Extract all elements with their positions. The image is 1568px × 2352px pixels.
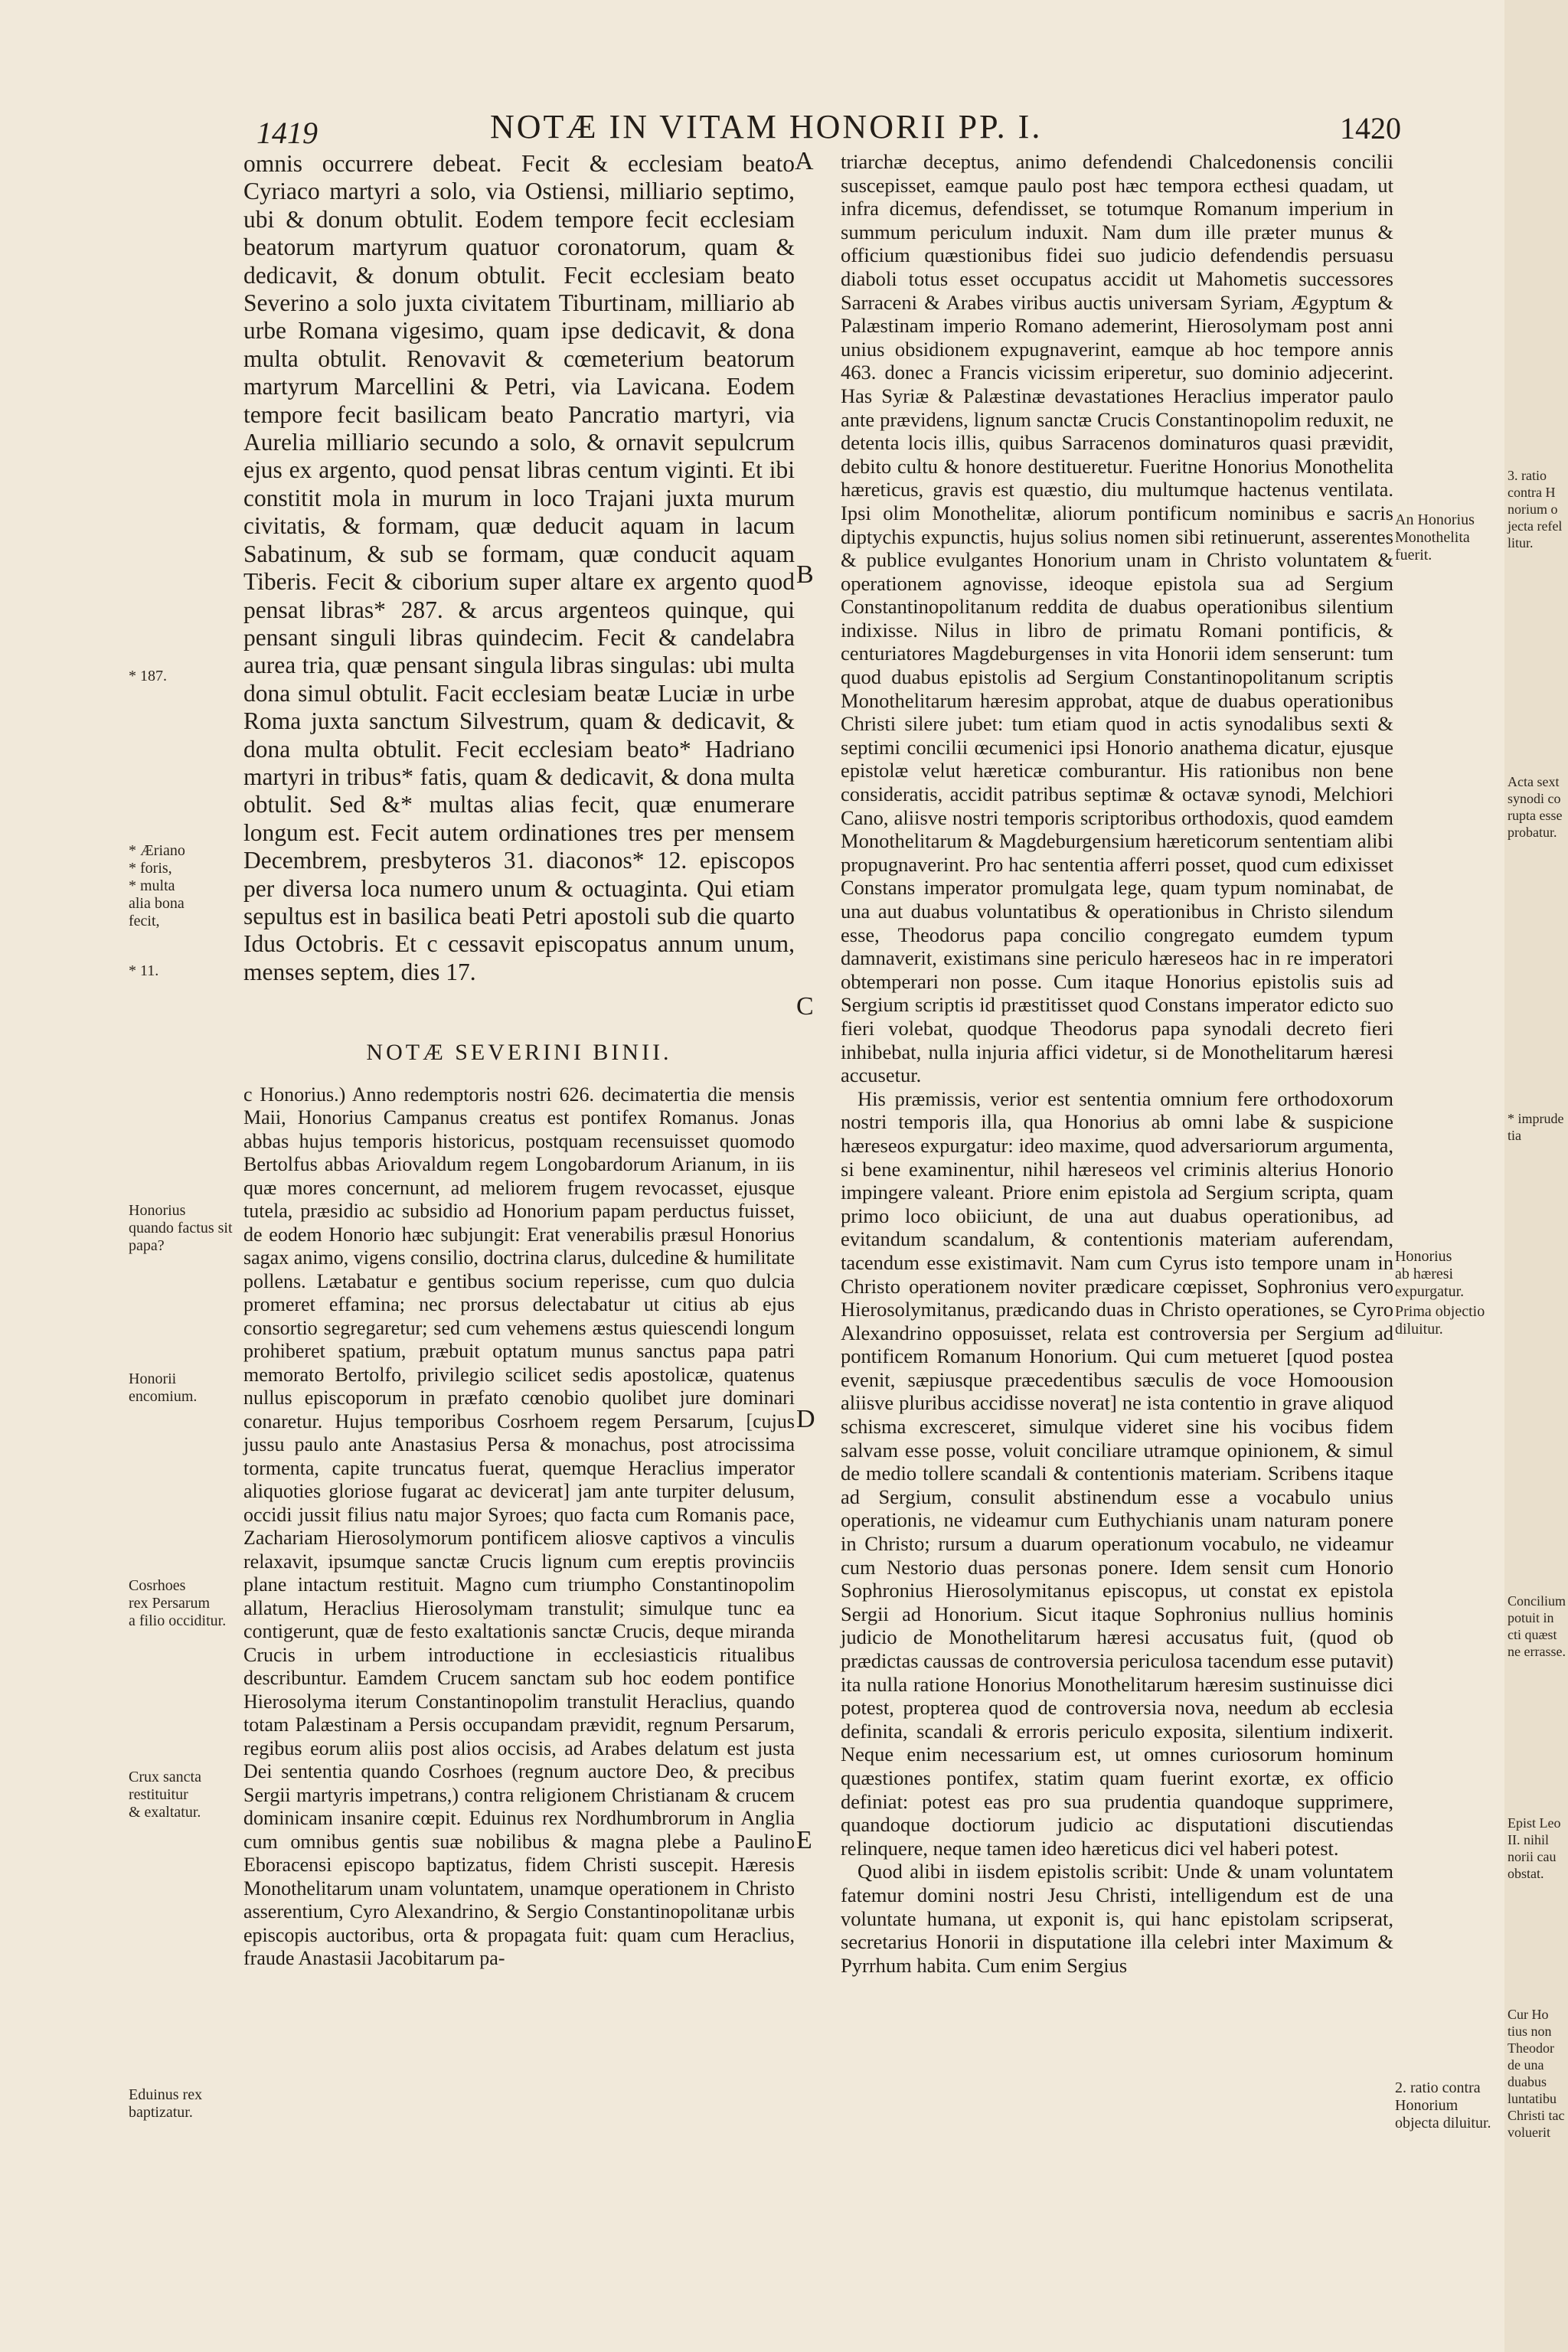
adjacent-note-2: Acta sext synodi co rupta esse probatur.: [1508, 774, 1563, 840]
section-letter-d: D: [796, 1405, 815, 1433]
margin-note-crux: Crux sancta restituitur & exaltatur.: [129, 1769, 201, 1821]
margin-note-secunda-ratio: 2. ratio contra Honorium objecta diluitur.: [1395, 2079, 1491, 2132]
page-number-left: 1419: [256, 116, 318, 150]
right-paragraph-2: His præmissis, verior est sententia omnium fere orthodoxorum nostri temporis illa, qua Honorius ab omni labe & suspicione hæreseos expurgatur: ideo maxime, quod adversariorum argumenta, si bene examinentur, nihil hæreseos vel criminis alterius Honorio impingere valeant. Priore enim epistola ad Sergium scripta, quam primo loco obiiciunt, de una aut duabus operationibus, ad evitandum scandalum, & contentionis materiam auferendam, tacendum esse existimavit. Nam cum Cyrus isto tempore unam in Christo operationem noviter prædicare cœpisset, Sophronius vero Hierosolymitanus, prædicando duas in Christo operationes, se Cyro Alexandrino opposuisset, relata est controversia per Sergium ad pontificem Romanum Honorium. Qui cum metueret [quod postea evenit, sæpiusque præcedentibus sæculis de voce Homoousion aliisve pluribus accidisse noverat] ne ista contentio in grave aliquod schisma excresceret, simulque videret sine his vocibus fidem salvam esse posse, voluit conciliare utramque opinionem, & simul de medio tollere scandali & contentionis materiam. Scribens itaque ad Sergium, consulit abstinendum esse a vocabulo unius operationis, ne videamur cum Euthychianis unam naturam ponere in Christo; rursum a duarum operationum vocabulo, ne videamur cum Nestorio duas personas ponere. Idem sensit cum Honorio Sophronius Hierosolymitanus episcopus, ut constat ex epistola Sergii ad Honorium. Sicut itaque Sophronius nullius hominis judicio de Monothelitarum hæresi accusatus fuit, (quod ob prædictas caussas de controversia periculosa tacendum esse putavit) ita nulla ratione Honorius Monothelitarum hæresim sustinuisse dici potest, propterea quod de controversia nova, needum ab ecclesia definita, scandali & erroris periculo exposita, silentium indixerit. Neque enim necessarium est, ut omnes curiosorum hominum quæstiones pontifex, statim quam fuerint exortæ, ex officio definiat: potest eas pro sua prudentia quandoque supprimere, quandoque doctiorum judicio ac disputationi discutiendas relinquere, neque tamen ideo hæreticus dici vel haberi potest.: [841, 1086, 1393, 1860]
page-number-right: 1420: [1340, 111, 1401, 145]
notes-text: c Honorius.) Anno redemptoris nostri 626. decimatertia die mensis Maii, Honorius Campanus creatus est pontifex Romanus. Jonas abbas hujus temporis historicus, postquam recensuisset quomodo Bertolfus abbas Ariovaldum regem Longobardorum Arianum, in iis quæ mores concernunt, ad meliorem frugem revocasset, ejusque tutela, præsidio ac subsidio ad Honorium papam perductus fuisset, de eodem Honorio hæc subjungit: Erat venerabilis præsul Honorius sagax animo, vigens consilio, doctrina clarus, dulcedine & humilitate pollens. Lætabatur e gentibus socium reperisse, cum quo dulcia promeret effamina; nec prorsus delectabatur ut citius ab ejus consortio segregaretur; sed cum vehemens æstus quiescendi longum prohiberet spatium, præbuit optatum munus sanctus papa patri memorato Bertolfo, privilegio scilicet sedis apostolicæ, quatenus nullus episcoporum in præfato cœnobio quolibet jure dominari conaretur. Hujus temporibus Cosrhoem regem Persarum, [cujus jussu paulo ante Anastasius Persa & monachus, post atrocissima tormenta, capite truncatus fuerat, quemque Heraclius imperator aliquoties gloriose fugarat ac devicerat] jam ante turpiter delusum, occidi jussit filius natu major Syroes; quo facta cum Romanis pace, Zachariam Hierosolymorum pontificem aliosve captivos a vinculis relaxavit, ipsumque sanctæ Crucis lignum cum ereptis provinciis plane intactum restituit. Magno cum triumpho Constantinopolim allatum, Heraclius Hierosolymam transtulit; simulque tunc ea contigerunt, quæ de festo exaltationis sanctæ Crucis, deque miranda Crucis in urbem introductione in ecclesiasticis ritualibus describuntur. Eamdem Crucem sanctam sub hoc eodem pontifice Hierosolyma iterum Constantinopolim transtulit Heraclius, quando totam Palæstinam a Persis occupandam prævidit, regnum Persarum, regibus eorum aliis post alios occisis, ad Arabes delatum est justa Dei sententia quando Cosrhoes (regnum auctore Deo, & precibus Sergii martyris impetrans,) contra religionem Christianam & crucem dominicam insanire cœpit. Eduinus rex Nordhumbrorum in Anglia cum omnibus gentis suæ nobilibus & magna plebe a Paulino Eboracensi episcopo baptizatus, fidem Christi suscepit. Hæresis Monothelitarum unam voluntatem, unamque operationem in Christo asserentium, Cyro Alexandrino, & Sergio Constantinopolitanæ urbis episcopis auctoribus, orta & propagata fuit: quam cum Heraclius, fraude Anastasii Jacobitarum pa-: [243, 1083, 795, 1970]
margin-note-expurgatur: Honorius ab hæresi expurgatur.: [1395, 1248, 1465, 1300]
margin-note-variant-11: * 11.: [129, 962, 159, 979]
running-title: NOTÆ IN VITAM HONORII PP. I.: [490, 108, 1043, 145]
margin-note-encomium: Honorii encomium.: [129, 1370, 198, 1405]
adjacent-note-6: Cur Ho tius non Theodor de una duabus luntatibu Christi tac voluerit: [1508, 2007, 1565, 2140]
section-letter-b: B: [796, 560, 814, 589]
right-column: [841, 150, 1393, 1977]
adjacent-note-3: * imprude tia: [1508, 1111, 1564, 1143]
margin-note-honorius-papa: Honorius quando factus sit papa?: [129, 1202, 233, 1254]
section-letter-c: C: [796, 992, 814, 1021]
margin-note-variants: * Æriano * foris, * multa alia bona fecit,: [129, 842, 185, 929]
margin-note-variant-187: * 187.: [129, 668, 167, 684]
notes-section: [243, 1041, 795, 1971]
margin-note-prima-objectio: Prima objectio diluitur.: [1395, 1303, 1485, 1338]
margin-note-eduinus: Eduinus rex baptizatur.: [129, 2086, 203, 2121]
notes-title: NOTÆ SEVERINI BINII.: [366, 1040, 672, 1066]
vita-text: omnis occurrere debeat. Fecit & ecclesiam beato Cyriaco martyri a solo, via Ostiensi, milliario septimo, ubi & donum obtulit. Eodem tempore fecit ecclesiam beatorum martyrum quatuor coronatorum, quam & dedicavit, & donum obtulit. Fecit ecclesiam beato Severino a solo juxta civitatem Tiburtinam, milliario ab urbe Romana vigesimo, quam ipse dedicavit, & dona multa obtulit. Renovavit & cœmeterium beatorum martyrum Marcellini & Petri, via Lavicana. Eodem tempore fecit basilicam beato Pancratio martyri, via Aurelia milliario secundo a solo, & ornavit sepulcrum ejus ex argento, quod pensat libras centum viginti. Et ibi constitit mola in murum in loco Trajani juxta murum civitatis, & formam, quæ deducit aquam in lacum Sabatinum, & sub se formam, quæ conducit aquam Tiberis. Fecit & ciborium super altare ex argento quod pensat libras* 287. & arcus argenteos quinque, qui pensant singuli libras quindecim. Fecit & candelabra aurea tria, quæ pensant singula libras singulas: ubi multa dona simul obtulit. Facit ecclesiam beatæ Luciæ in urbe Roma juxta sanctum Silvestrum, quam & dedicavit, & dona multa obtulit. Fecit ecclesiam beato* Hadriano martyri in tribus* fatis, quam & dedicavit, & dona multa obtulit. Sed &* multas alias fecit, quæ enumerare longum est. Fecit autem ordinationes tres per mensem Decembrem, presbyteros 31. diaconos* 12. episcopos per diversa loca numero unum & octuaginta. Qui etiam sepultus est in basilica beati Petri apostoli sub die quarto Idus Octobris. Et c cessavit episcopatus annum unum, menses septem, dies 17.: [243, 150, 795, 985]
right-paragraph-1: triarchæ deceptus, animo defendendi Chalcedonensis concilii suscepisset, eamque paulo post hæc tempora ecthesi quadam, ut infra dicemus, defendisset, se totumque Romanum imperium in summum periculum induxit. Nam dum ille præter munus & officium quæstionibus fidei suo judicio defendendis persuasu diaboli totus esset occupatus accidit ut Mahometis successores Sarraceni & Arabes viribus auctis universam Syriam, Ægyptum & Palæstinam imperio Romano ademerint, Hierosolymam post anni unius obsidionem expugnaverint, eamque ab hoc tempore annis 463. donec a Francis vicissim eriperetur, suo dominio adjecerint. Has Syriæ & Palæstinæ devastationes Heraclius imperator paulo ante prævidens, lignum sanctæ Crucis Constantinopolim reduxit, ne detenta locis illis, quibus Sarracenos dominaturos quasi prævidit, debito cultu & honore destitueretur. Fueritne Honorius Monothelita hæreticus, gravis est quæstio, diu multumque hactenus ventilata. Ipsi olim Monothelitæ, aliorum pontificum nominibus e sacris diptychis expunctis, hujus solius nomen sibi retinuerunt, asserentes & publice evulgantes Honorium unam in Christo voluntatem & operationem agnovisse, ideoque epistola sua ad Sergium Constantinopolitanum reddita de duabus operationibus silentium indixisse. Nilus in libro de primatu Romani pontificis, & centuriatores Magdeburgenses in vita Honorii idem senserunt: tum quod duabus epistolis ad Sergium Constantinopolitanum scriptis Monothelitarum hæresim approbat, atque de duabus operationibus Christi silere jubet: tum etiam quod in actis synodalibus sexti & septimi concilii œcumenici ipsi Honorio anathema dicatur, ejusque epistolæ velut hæreticæ comburantur. His rationibus non bene consideratis, accidit patribus septimæ & octavæ synodi, Melchiori Cano, aliisve nostri temporis scriptoribus orthodoxis, quod eamdem Monothelitarum & Magdeburgensium hæreticorum sententiam alibi propugnaverint. Pro hac sententia afferri posset, quod cum edixisset Constans imperator promulgata lege, quam typum nominabat, de una aut duabus voluntatibus & operationibus in Christo silendum esse, Theodorus papa concilio congregato eumdem typum damnaverit, existimans sine periculo hæreseos hac in re imperatori obtemperari non posse. Cum itaque Honorius epistolis suis ad Sergium scriptis id præstitisset quod Constans imperator edicto suo fieri volebat, quodque Theodorus papa synodali decreto fieri inhibebat, nulla injuria affici videtur, si de Monothelitarum hæresi accusetur.: [841, 150, 1393, 1087]
adjacent-page-margin: [1504, 0, 1568, 2352]
section-letter-a: A: [795, 147, 814, 175]
margin-note-monothelita: An Honorius Monothelita fuerit.: [1395, 511, 1475, 564]
adjacent-note-4: Concilium potuit in cti quæst ne errasse.: [1508, 1593, 1566, 1659]
section-letter-e: E: [796, 1826, 812, 1854]
adjacent-note-1: 3. ratio contra H norium o jecta refel litur.: [1508, 468, 1563, 550]
right-paragraph-3: Quod alibi in iisdem epistolis scribit: Unde & unam voluntatem fatemur domini nostri Jesu Christi, intelligendum est de una voluntate humana, ut exponit is, qui hanc epistolam scripserat, secretarius Honorii in disputatione illa celebri inter Maximum & Pyrrhum habita. Cum enim Sergius: [841, 1860, 1393, 1977]
adjacent-note-5: Epist Leo II. nihil norii cau obstat.: [1508, 1815, 1561, 1881]
margin-note-cosrhoes: Cosrhoes rex Persarum a filio occiditur.: [129, 1577, 227, 1629]
running-header: [253, 92, 1401, 150]
left-column: [243, 150, 795, 1971]
